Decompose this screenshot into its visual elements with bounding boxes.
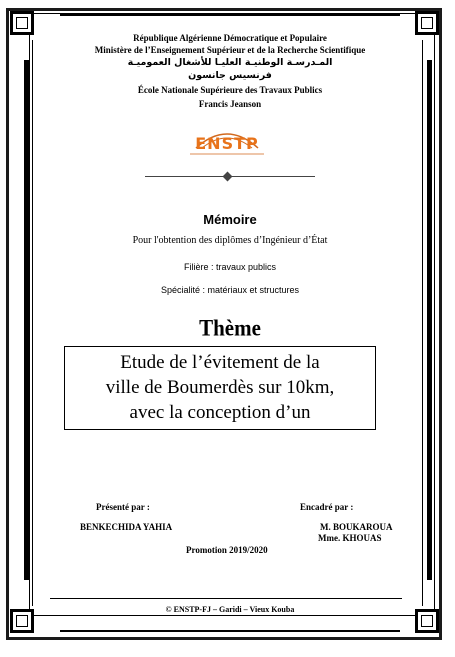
left-border-line: [32, 40, 33, 606]
corner-ornament-top-left: [10, 11, 34, 35]
top-border-bar: [60, 14, 400, 16]
right-border-bar: [427, 60, 432, 580]
thesis-title-box: [64, 346, 376, 430]
supervisor-1-name: M. BOUKAROUA: [320, 522, 393, 532]
header-school-name: Francis Jeanson: [198, 99, 262, 109]
header-arabic-name: فرنسيس جانسون: [188, 70, 272, 81]
corner-ornament-bottom-left: [10, 609, 34, 633]
left-border-bar: [24, 60, 29, 580]
header-school: École Nationale Supérieure des Travaux Publics: [137, 85, 323, 95]
thesis-title-line3: avec la conception d’un: [129, 402, 311, 423]
presented-by-label: Présenté par :: [96, 502, 150, 512]
thesis-title-line2: ville de Boumerdès sur 10km,: [105, 377, 335, 398]
promotion-year: Promotion 2019/2020: [186, 545, 268, 555]
document-purpose: Pour l'obtention des diplômes d’Ingénieur d’État: [132, 235, 328, 246]
supervisor-2-name: Mme. KHOUAS: [318, 533, 382, 543]
student-name: BENKECHIDA YAHIA: [80, 522, 173, 532]
header-arabic-school: المـدرسـة الوطنيـة العليـا للأشغال العموميـة: [127, 57, 333, 68]
header-republic: République Algérienne Démocratique et Populaire: [133, 33, 327, 43]
school-logo-icon: [182, 126, 272, 168]
thesis-title-line1: Etude de l’évitement de la: [120, 352, 320, 373]
document-filiere: Filière : travaux publics: [183, 262, 277, 272]
header-ministry: Ministère de l’Enseignement Supérieur et de la Recherche Scientifique: [94, 45, 366, 55]
footer-copyright: © ENSTP-FJ – Garidi – Vieux Kouba: [165, 605, 295, 614]
document-specialite: Spécialité : matériaux et structures: [160, 285, 300, 295]
document-type: Mémoire: [203, 212, 257, 227]
footer-rule: [50, 598, 402, 599]
supervised-by-label: Encadré par :: [300, 502, 354, 512]
right-border-line: [422, 40, 423, 606]
theme-label: Thème: [199, 314, 261, 342]
logo-text: ENSTP: [195, 134, 259, 153]
bottom-border-bar: [60, 630, 400, 632]
